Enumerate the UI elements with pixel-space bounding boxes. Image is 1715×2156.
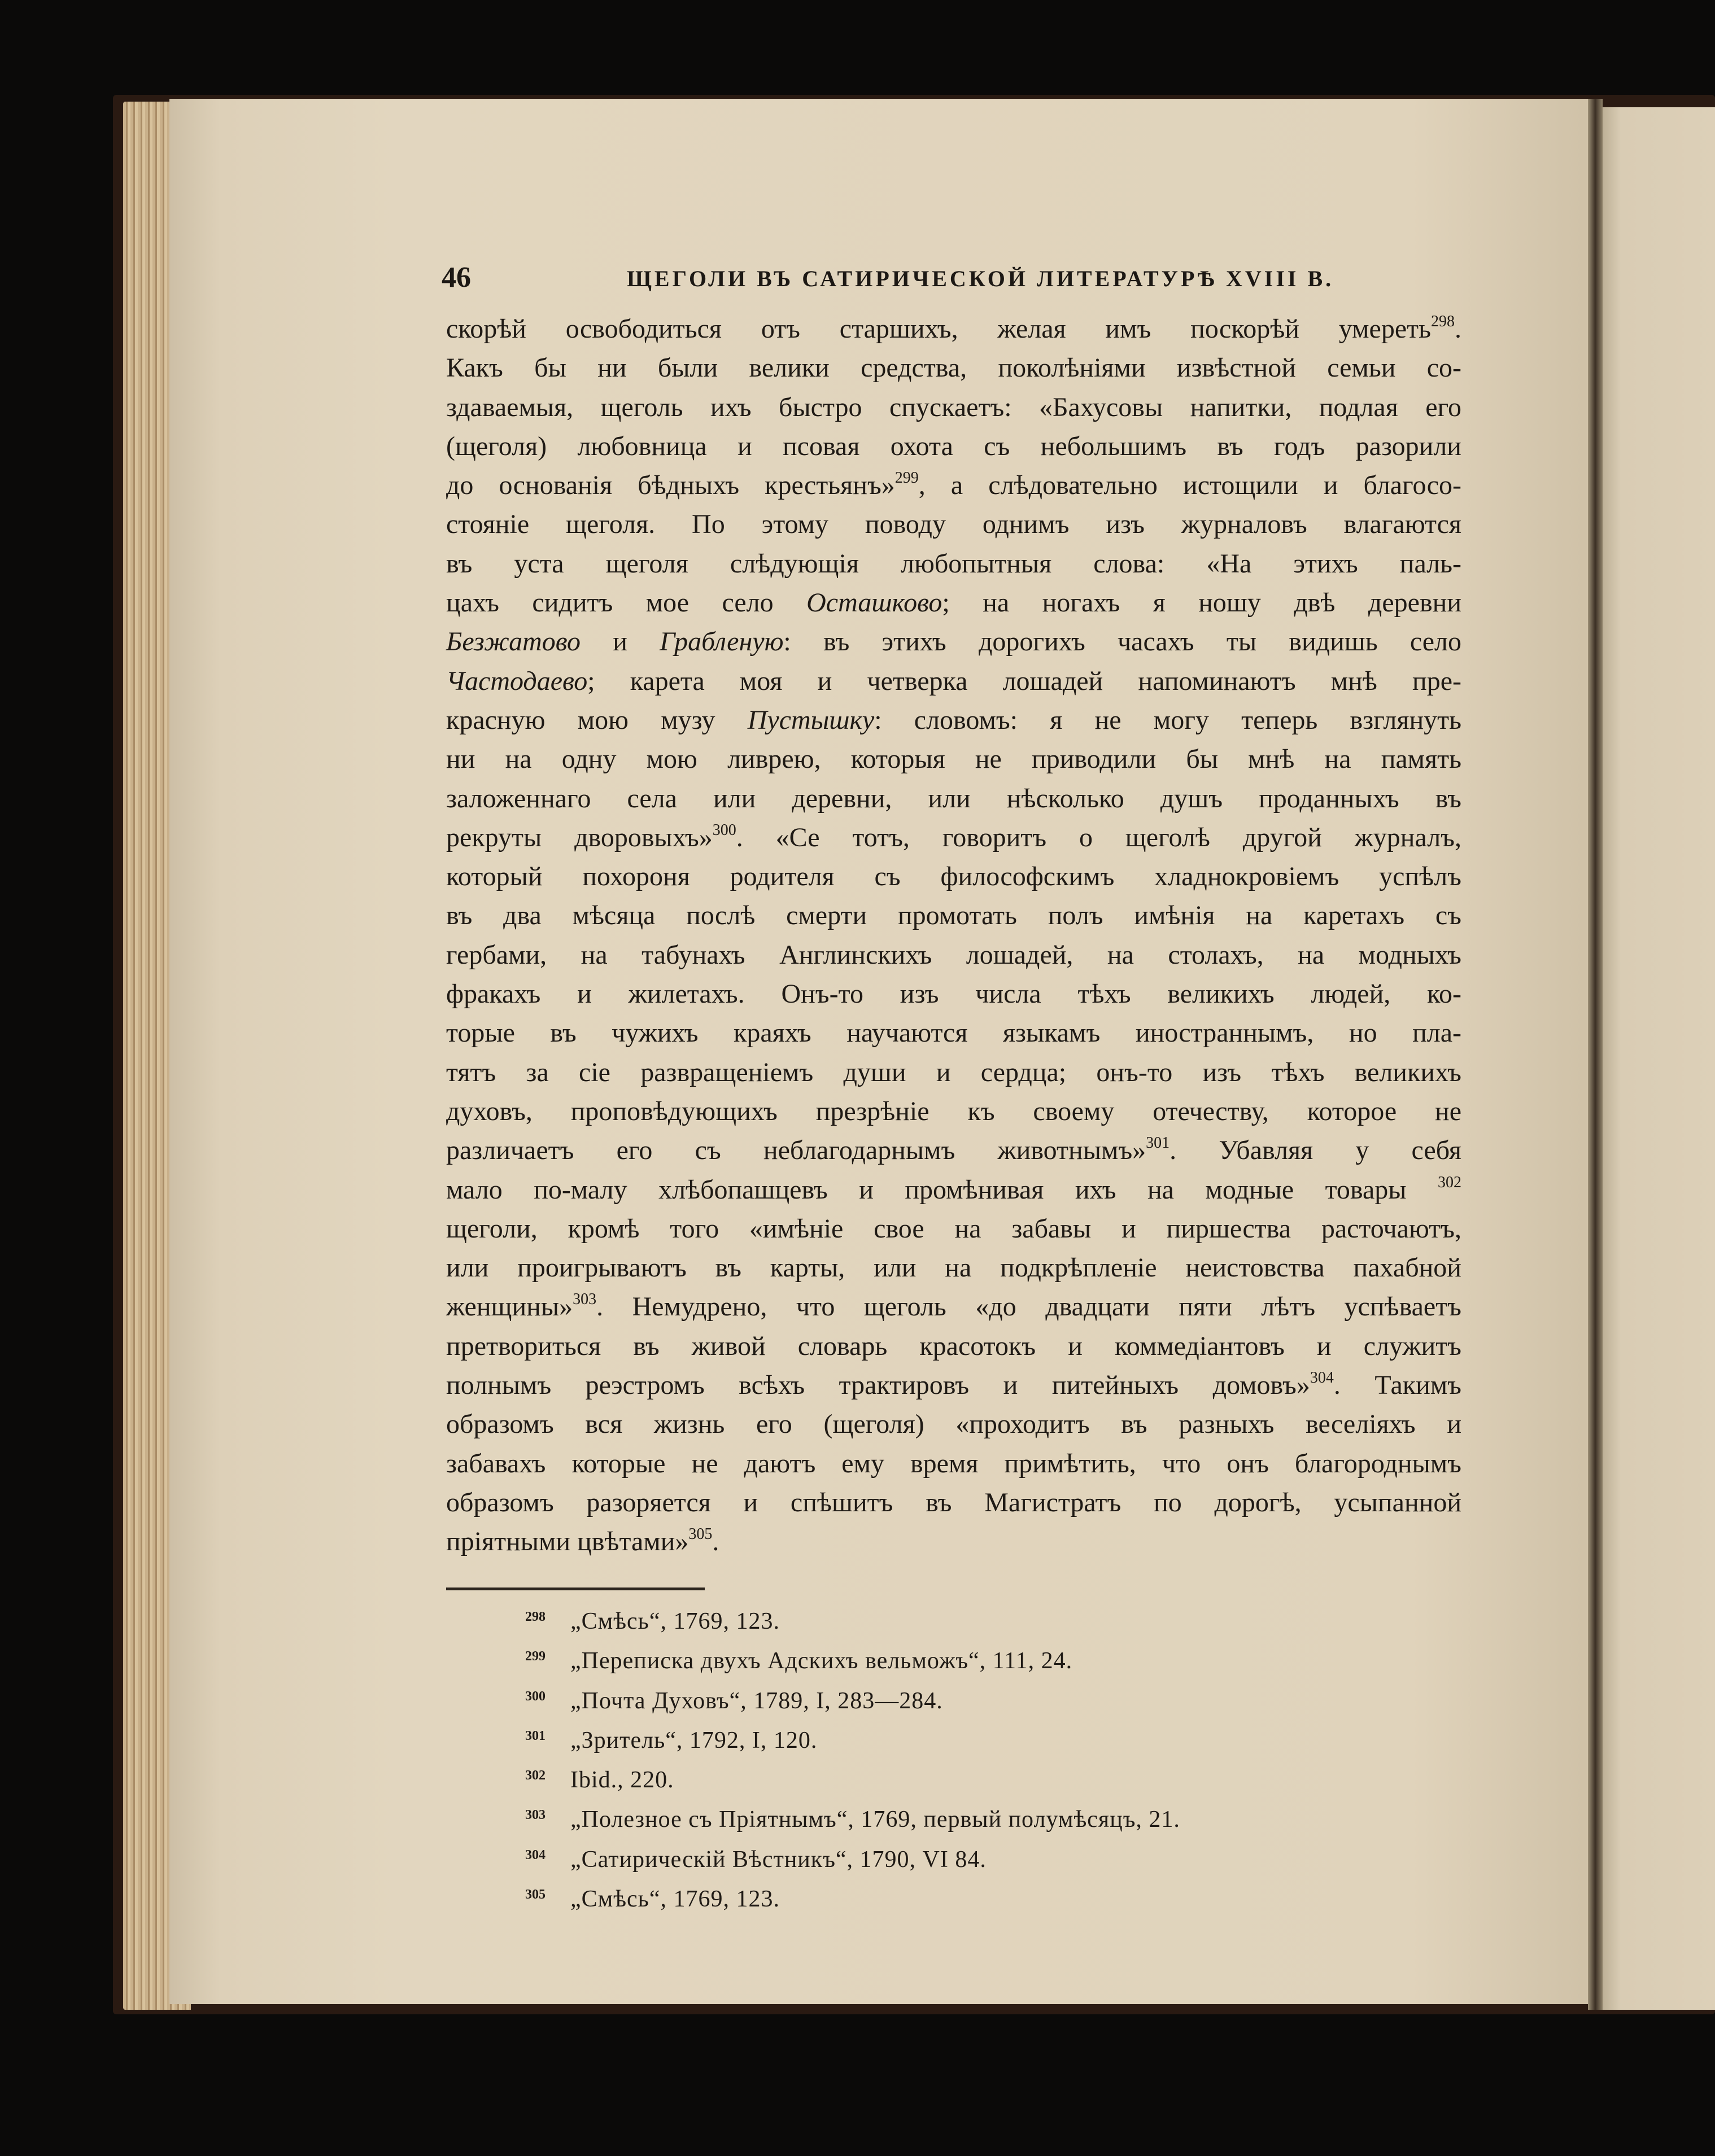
- text-line: [446, 1131, 1461, 1170]
- facing-page: [1598, 107, 1715, 2010]
- footnote-number: 304: [525, 1847, 546, 1862]
- line-text: (щеголя) любовница и псовая охота съ небольшимъ въ годъ разорили: [446, 431, 1461, 461]
- text-line: [446, 740, 1461, 779]
- line-text: духовъ, проповѣдующихъ презрѣніе къ своему отечеству, которое не: [446, 1096, 1461, 1126]
- line-text: тятъ за сіе развращеніемъ души и сердца; онъ-то изъ тѣхъ великихъ: [446, 1057, 1461, 1087]
- line-text: въ два мѣсяца послѣ смерти промотать полъ имѣнія на каретахъ съ: [446, 900, 1461, 931]
- italic-text: Безжатово: [446, 627, 581, 657]
- footnote-text: Ibid., 220.: [570, 1767, 674, 1794]
- footnote-number: 303: [525, 1808, 546, 1823]
- footnote: [525, 1722, 1429, 1762]
- line-text: и: [580, 627, 660, 657]
- text-line: [446, 388, 1461, 427]
- footnote-number: 305: [525, 1887, 546, 1903]
- line-text: образомъ вся жизнь его (щеголя) «проходитъ въ разныхъ веселіяхъ и: [446, 1409, 1461, 1440]
- italic-text: Грабленую: [660, 627, 784, 657]
- footnote-ref: 303: [573, 1291, 597, 1309]
- footnote-text: „Зритель“, 1792, I, 120.: [570, 1727, 818, 1753]
- text-line: [446, 974, 1461, 1013]
- line-text: пріятными цвѣтами»: [446, 1527, 689, 1557]
- text-line: [446, 1483, 1461, 1522]
- footnote-rule: [446, 1588, 705, 1590]
- text-line: [446, 1248, 1461, 1287]
- text-line: [446, 1327, 1461, 1366]
- footnote-text: „Почта Духовъ“, 1789, I, 283—284.: [570, 1687, 943, 1714]
- line-text: здаваемыя, щеголь ихъ быстро спускаетъ: «Бахусовы напитки, подлая его: [446, 392, 1461, 422]
- footnote: [525, 1842, 1429, 1881]
- italic-text: Пустышку: [747, 705, 875, 735]
- text-line: [446, 1092, 1461, 1131]
- page-number: 46: [442, 261, 471, 294]
- line-text: ; на ногахъ я ношу двѣ деревни: [942, 588, 1462, 618]
- line-text: Какъ бы ни были велики средства, поколѣніями извѣстной семьи со-: [446, 353, 1461, 383]
- line-text: .: [1455, 314, 1461, 344]
- text-line: [446, 896, 1461, 935]
- footnote: [525, 1683, 1429, 1722]
- text-line: [446, 701, 1461, 740]
- footnote: [525, 1881, 1429, 1921]
- line-text: образомъ разоряется и спѣшитъ въ Магистратъ по дорогѣ, усыпанной: [446, 1487, 1461, 1517]
- text-line: [446, 622, 1461, 661]
- footnote-number: 299: [525, 1649, 546, 1664]
- body-text: [446, 309, 1461, 1562]
- footnotes: [525, 1603, 1429, 1921]
- line-text: ; карета моя и четверка лошадей напоминаютъ мнѣ пре-: [587, 666, 1461, 696]
- text-line: [446, 935, 1461, 974]
- line-text: цахъ сидитъ мое село: [446, 588, 807, 618]
- text-line: [446, 348, 1461, 387]
- footnote: [525, 1801, 1429, 1841]
- footnote-number: 300: [525, 1689, 546, 1704]
- text-line: [446, 857, 1461, 896]
- footnote-ref: 305: [688, 1525, 713, 1543]
- footnote-number: 301: [525, 1728, 546, 1743]
- line-text: .: [712, 1527, 719, 1557]
- footnote-text: „Переписка двухъ Адскихъ вельможъ“, 111, 24.: [570, 1648, 1073, 1674]
- text-line: [446, 309, 1461, 348]
- line-text: стояніе щеголя. По этому поводу однимъ изъ журналовъ влагаются: [446, 509, 1461, 540]
- footnote-ref: 301: [1146, 1134, 1170, 1152]
- text-line: [446, 505, 1461, 544]
- line-text: . Убавляя у себя: [1169, 1135, 1462, 1166]
- text-line: [446, 779, 1461, 818]
- footnote-ref: 299: [894, 469, 919, 487]
- text-line: [446, 1444, 1461, 1483]
- footnote-ref: 300: [712, 821, 736, 839]
- line-text: который похороня родителя съ философскимъ хладнокровіемъ успѣлъ: [446, 861, 1461, 892]
- line-text: скорѣй освободиться отъ старшихъ, желая имъ поскорѣй умереть: [446, 314, 1431, 344]
- text-line: [446, 818, 1461, 857]
- footnote-text: „Сатирическій Вѣстникъ“, 1790, VI 84.: [570, 1846, 987, 1873]
- text-line: [446, 1405, 1461, 1444]
- footnote-ref: 304: [1310, 1369, 1334, 1387]
- italic-text: Осташково: [806, 588, 942, 618]
- text-line: [446, 1366, 1461, 1405]
- text-line: [446, 583, 1461, 622]
- line-text: . Такимъ: [1333, 1370, 1462, 1401]
- footnote-number: 298: [525, 1610, 546, 1624]
- line-text: претвориться въ живой словарь красотокъ и коммедіантовъ и служитъ: [446, 1331, 1461, 1361]
- text-line: [446, 1170, 1461, 1209]
- footnote-ref: 298: [1431, 313, 1455, 330]
- line-text: фракахъ и жилетахъ. Онъ-то изъ числа тѣхъ великихъ людей, ко-: [446, 979, 1461, 1009]
- line-text: въ уста щеголя слѣдующія любопытныя слова: «На этихъ паль-: [446, 548, 1461, 579]
- line-text: . «Се тотъ, говоритъ о щеголѣ другой журналъ,: [736, 822, 1461, 852]
- footnote-number: 302: [525, 1768, 546, 1783]
- text-line: [446, 466, 1461, 505]
- line-text: : словомъ: я не могу теперь взглянуть: [874, 705, 1461, 735]
- line-text: торые въ чужихъ краяхъ научаются языкамъ иностраннымъ, но пла-: [446, 1018, 1461, 1048]
- line-text: , а слѣдовательно истощили и благосо-: [918, 470, 1461, 501]
- text-line: [446, 1287, 1461, 1326]
- text-line: [446, 427, 1461, 466]
- line-text: различаетъ его съ неблагодарнымъ животнымъ»: [446, 1135, 1146, 1166]
- text-line: [446, 1013, 1461, 1052]
- line-text: рекруты дворовыхъ»: [446, 822, 713, 852]
- line-text: . Немудрено, что щеголь «до двадцати пяти лѣтъ успѣваетъ: [596, 1292, 1461, 1322]
- footnote-text: „Полезное съ Пріятнымъ“, 1769, первый полумѣсяцъ, 21.: [570, 1807, 1180, 1833]
- line-text: гербами, на табунахъ Англинскихъ лошадей, на столахъ, на модныхъ: [446, 939, 1461, 970]
- line-text: заложеннаго села или деревни, или нѣсколько душъ проданныхъ въ: [446, 783, 1461, 814]
- footnote: [525, 1762, 1429, 1801]
- line-text: забавахъ которые не даютъ ему время примѣтить, что онъ благороднымъ: [446, 1448, 1461, 1479]
- line-text: красную мою музу: [446, 705, 748, 735]
- footnote-ref: 302: [1438, 1173, 1462, 1191]
- running-title: ЩЕГОЛИ ВЪ САТИРИЧЕСКОЙ ЛИТЕРАТУРѢ XVIII В.: [627, 266, 1334, 291]
- text-line: [446, 544, 1461, 583]
- text-line: [446, 1053, 1461, 1092]
- footnote-text: „Смѣсь“, 1769, 123.: [570, 1886, 780, 1913]
- line-text: мало по-малу хлѣбопашцевъ и промѣнивая ихъ на модные товары: [446, 1174, 1407, 1205]
- line-text: или проигрываютъ въ карты, или на подкрѣпленіе неистовства пахабной: [446, 1253, 1461, 1283]
- footnote: [525, 1643, 1429, 1682]
- text-line: [446, 1209, 1461, 1248]
- line-text: полнымъ реэстромъ всѣхъ трактировъ и питейныхъ домовъ»: [446, 1370, 1310, 1401]
- footnote: [525, 1603, 1429, 1643]
- line-text: женщины»: [446, 1292, 573, 1322]
- line-text: ни на одну мою ливрею, которыя не приводили бы мнѣ на память: [446, 744, 1461, 775]
- line-text: до основанія бѣдныхъ крестьянъ»: [446, 470, 895, 501]
- line-text: : въ этихъ дорогихъ часахъ ты видишь село: [783, 627, 1461, 657]
- footnote-text: „Смѣсь“, 1769, 123.: [570, 1608, 780, 1634]
- line-text: щеголи, кромѣ того «имѣніе свое на забавы и пиршества расточаютъ,: [446, 1213, 1461, 1244]
- book-gutter: [1588, 99, 1603, 2010]
- text-line: [446, 662, 1461, 701]
- text-line: [446, 1522, 1461, 1561]
- italic-text: Частодаево: [446, 666, 588, 696]
